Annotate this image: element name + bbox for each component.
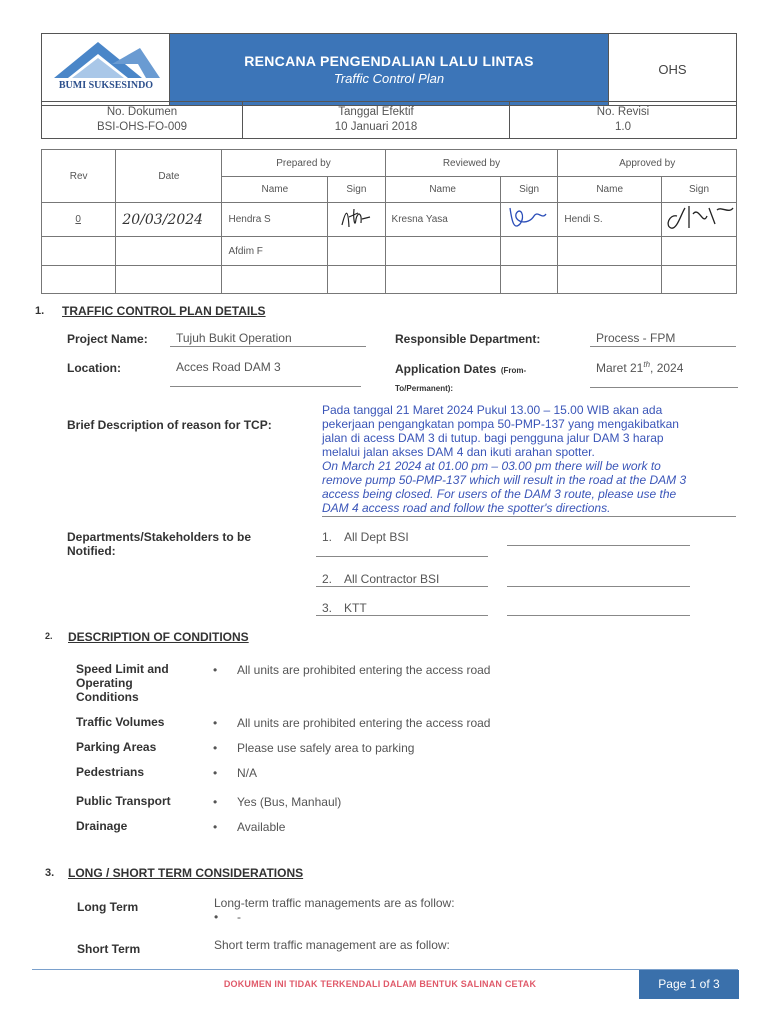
- brief-id-line: Pada tanggal 21 Maret 2024 Pukul 13.00 – 15.00 WIB akan ada: [322, 403, 663, 417]
- prepared-name: Hendra S: [222, 203, 328, 237]
- condition-value: Available: [237, 820, 286, 834]
- rev-date: [116, 237, 222, 266]
- location-value: Acces Road DAM 3: [170, 360, 361, 387]
- col-rev-header: Rev: [42, 150, 116, 203]
- doc-number-label: No. Dokumen: [106, 106, 178, 118]
- stakeholder-item: [316, 601, 488, 616]
- bullet-icon: •: [213, 716, 218, 730]
- revision-cell: [510, 102, 737, 139]
- bullet-icon: •: [214, 910, 219, 924]
- stakeholder-number: 3.: [322, 601, 333, 615]
- bullet-icon: •: [213, 741, 218, 755]
- short-term-text: Short term traffic management are as follow:: [214, 938, 450, 952]
- section3-title: LONG / SHORT TERM CONSIDERATIONS: [68, 866, 304, 880]
- condition-value: N/A: [237, 766, 258, 780]
- brief-id-line: pekerjaan pengangkatan pompa 50-PMP-137 yang mengakibatkan: [322, 417, 679, 431]
- col-date-header: Date: [116, 150, 222, 203]
- reviewed-signature: [500, 237, 558, 266]
- condition-label: Pedestrians: [76, 765, 145, 779]
- brief-id-line: melalui jalan akses DAM 4 dan ikuti arahan spotter.: [322, 445, 595, 459]
- logo-cell: [42, 34, 170, 106]
- table-row: [42, 237, 737, 266]
- brief-en-line: remove pump 50-PMP-137 which will result in the road at the DAM 3: [322, 473, 687, 487]
- long-term-label: Long Term: [77, 900, 139, 914]
- section3-number: 3.: [45, 867, 55, 879]
- prepared-name-header: Name: [222, 177, 328, 203]
- location-label: Location:: [67, 361, 121, 375]
- prepared-signature: [328, 237, 385, 266]
- approved-name-header: Name: [558, 177, 662, 203]
- reviewed-sign-header: Sign: [500, 177, 558, 203]
- revision-table: [41, 149, 737, 294]
- signature-icon: [336, 205, 376, 231]
- footer-divider: [32, 969, 738, 970]
- condition-value: Yes (Bus, Manhaul): [237, 795, 342, 809]
- responsible-dept-label: Responsible Department:: [395, 332, 541, 346]
- brief-id-line: jalan di acess DAM 3 di tutup. bagi pengguna jalur DAM 3 harap: [322, 431, 664, 445]
- condition-label: Speed Limit and Operating Conditions: [76, 662, 169, 704]
- stakeholder-number: 2.: [322, 572, 333, 586]
- stakeholder-blank-line: [507, 586, 690, 587]
- application-dates-month: Maret 21: [596, 361, 644, 375]
- stakeholder-item: [316, 572, 488, 587]
- stakeholder-number: 1.: [322, 530, 333, 544]
- approved-name: Hendi S.: [558, 203, 662, 237]
- project-name-value: Tujuh Bukit Operation: [170, 331, 366, 347]
- document-title: RENCANA PENGENDALIAN LALU LINTAS: [244, 53, 534, 69]
- rev-date: [116, 266, 222, 294]
- brief-en-line: DAM 4 access road and follow the spotter's directions.: [322, 501, 611, 515]
- reviewed-signature: [500, 266, 558, 294]
- condition-label: Public Transport: [76, 794, 171, 808]
- signature-icon: [506, 204, 552, 232]
- application-dates-note-a: (From-: [500, 366, 527, 375]
- project-name-label: Project Name:: [67, 332, 148, 346]
- stakeholders-label-line: Departments/Stakeholders to be: [67, 530, 252, 544]
- stakeholder-item: [316, 530, 488, 557]
- section2-title: DESCRIPTION OF CONDITIONS: [68, 630, 249, 644]
- long-term-bullet: -: [237, 910, 241, 924]
- doc-number-cell: [42, 102, 243, 139]
- short-term-label: Short Term: [77, 942, 141, 956]
- condition-label: Parking Areas: [76, 740, 157, 754]
- approved-name: [558, 266, 662, 294]
- condition-label: Drainage: [76, 819, 128, 833]
- stakeholder-blank-line: [507, 545, 690, 546]
- section1-title: TRAFFIC CONTROL PLAN DETAILS: [62, 304, 266, 318]
- effective-date-value: 10 Januari 2018: [334, 121, 418, 133]
- document-header: [41, 33, 737, 106]
- prepared-signature: [328, 203, 385, 237]
- revision-value: 1.0: [615, 121, 631, 133]
- application-dates-label: [395, 360, 565, 396]
- application-dates-suffix: th: [643, 360, 651, 369]
- application-dates-note-b: To/Permanent):: [395, 384, 454, 393]
- reviewed-signature: [500, 203, 558, 237]
- reviewed-name: [385, 266, 500, 294]
- logo-text: BUMI SUKSESINDO: [58, 80, 154, 91]
- prepared-signature: [328, 266, 385, 294]
- ohs-badge: OHS: [609, 34, 737, 106]
- rev-number: [42, 266, 116, 294]
- application-dates-year: , 2024: [650, 361, 684, 375]
- col-reviewed-header: Reviewed by: [385, 150, 558, 177]
- condition-value: All units are prohibited entering the access road: [237, 663, 491, 677]
- col-prepared-header: Prepared by: [222, 150, 385, 177]
- prepared-sign-header: Sign: [328, 177, 385, 203]
- application-dates-value: [590, 360, 738, 388]
- page-indicator: Page 1 of 3: [639, 970, 739, 999]
- signature-icon: [663, 204, 735, 232]
- condition-value: Please use safely area to parking: [237, 741, 415, 755]
- rev-number: [42, 237, 116, 266]
- brief-description-label: Brief Description of reason for TCP:: [67, 418, 272, 432]
- reviewed-name: [385, 237, 500, 266]
- document-meta: [41, 101, 737, 139]
- effective-date-label: Tanggal Efektif: [338, 106, 414, 118]
- brief-description-value: [322, 403, 736, 517]
- doc-number-value: BSI-OHS-FO-009: [96, 121, 188, 133]
- effective-date-cell: [243, 102, 510, 139]
- table-row: [42, 266, 737, 294]
- document-subtitle: Traffic Control Plan: [333, 71, 445, 86]
- prepared-name: Afdim F: [222, 237, 328, 266]
- bullet-icon: •: [213, 766, 218, 780]
- stakeholder-blank-line: [507, 615, 690, 616]
- stakeholder-name: KTT: [344, 601, 367, 615]
- section2-number: 2.: [45, 631, 53, 641]
- brief-en-line: access being closed. For users of the DAM 3 route, please use the: [322, 487, 677, 501]
- revision-label: No. Revisi: [596, 106, 650, 118]
- condition-value: All units are prohibited entering the access road: [237, 716, 491, 730]
- application-dates-title: Application Dates: [395, 362, 497, 376]
- bullet-icon: •: [213, 663, 218, 677]
- col-approved-header: Approved by: [558, 150, 737, 177]
- reviewed-name-header: Name: [385, 177, 500, 203]
- footer-notice: DOKUMEN INI TIDAK TERKENDALI DALAM BENTUK SALINAN CETAK: [223, 979, 537, 989]
- stakeholders-label-line: Notified:: [67, 544, 116, 558]
- stakeholders-label: [67, 530, 251, 558]
- title-cell: [170, 34, 609, 106]
- long-term-text: Long-term traffic managements are as follow:: [214, 896, 455, 910]
- responsible-dept-value: Process - FPM: [590, 331, 736, 347]
- approved-signature: [662, 203, 737, 237]
- stakeholder-name: All Contractor BSI: [344, 572, 440, 586]
- stakeholder-name: All Dept BSI: [344, 530, 409, 544]
- approved-name: [558, 237, 662, 266]
- prepared-name: [222, 266, 328, 294]
- table-row: [42, 203, 737, 237]
- brief-en-line: On March 21 2024 at 01.00 pm – 03.00 pm there will be work to: [322, 459, 661, 473]
- section1-number: 1.: [35, 305, 45, 317]
- bullet-icon: •: [213, 820, 218, 834]
- bullet-icon: •: [213, 795, 218, 809]
- rev-number: 0: [42, 203, 116, 237]
- rev-date: 20/03/2024: [116, 203, 222, 237]
- approved-signature: [662, 266, 737, 294]
- condition-label: Traffic Volumes: [76, 715, 165, 729]
- reviewed-name: Kresna Yasa: [385, 203, 500, 237]
- approved-sign-header: Sign: [662, 177, 737, 203]
- approved-signature: [662, 237, 737, 266]
